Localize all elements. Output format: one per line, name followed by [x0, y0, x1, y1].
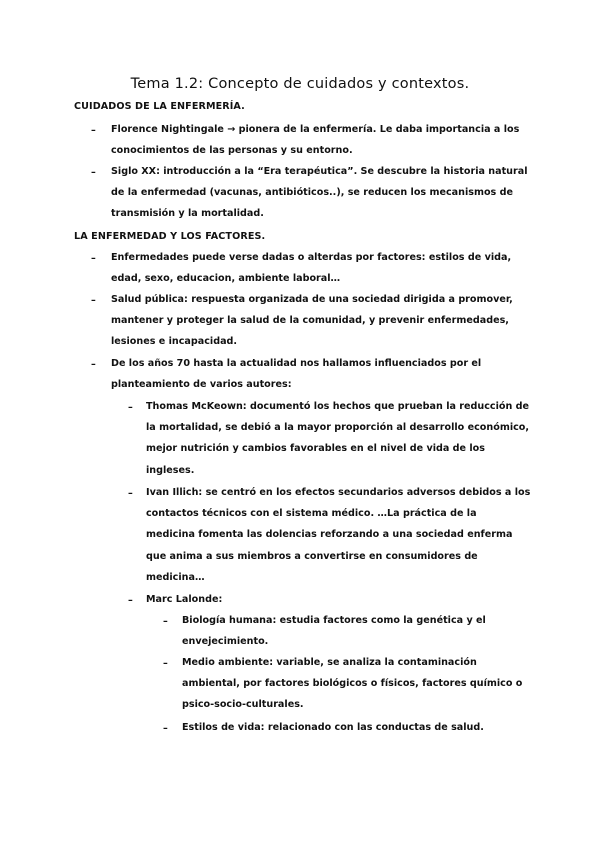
list-item: Florence Nightingale → pionera de la enfermería. Le daba importancia a los conocimientos de las personas y su entorno. — [111, 124, 520, 157]
list-item: Siglo XX: introducción a la “Era terapéutica”. Se descubre la historia natural de la enfermedad (vacunas, antibióticos..), se reducen los mecanismos de transmisión y la mortalidad. — [111, 166, 528, 220]
bullet-dash: – — [128, 595, 133, 606]
bullet-dash: – — [128, 402, 133, 413]
list-item: Salud pública: respuesta organizada de una sociedad dirigida a promover, mantener y proteger la salud de la comunidad, y prevenir enfermedades, lesiones e incapacidad. — [111, 294, 513, 348]
section-heading-cuidados: CUIDADOS DE LA ENFERMERÍA. — [74, 101, 245, 112]
bullet-dash: – — [128, 488, 133, 499]
bullet-dash: – — [91, 167, 96, 178]
list-item: Estilos de vida: relacionado con las conductas de salud. — [182, 722, 484, 733]
bullet-dash: – — [91, 295, 96, 306]
list-item: Enfermedades puede verse dadas o alterdas por factores: estilos de vida, edad, sexo, educacion, ambiente laboral… — [111, 252, 512, 285]
bullet-dash: – — [91, 359, 96, 370]
bullet-dash: – — [163, 658, 168, 669]
list-item: De los años 70 hasta la actualidad nos hallamos influenciados por el planteamiento de varios autores: — [111, 358, 482, 391]
list-item: Thomas McKeown: documentó los hechos que prueban la reducción de la mortalidad, se debió a la mayor proporción al desarrollo económico, mejor nutrición y cambios favorables en el nivel de vida de los ingleses. — [146, 401, 530, 476]
bullet-dash: – — [163, 723, 168, 734]
bullet-dash: – — [91, 253, 96, 264]
bullet-dash: – — [163, 616, 168, 627]
list-item: Medio ambiente: variable, se analiza la contaminación ambiental, por factores biológicos o físicos, factores químico o psico-socio-culturales. — [182, 657, 523, 711]
page-title: Tema 1.2: Concepto de cuidados y contextos. — [130, 76, 470, 92]
section-heading-enfermedad: LA ENFERMEDAD Y LOS FACTORES. — [74, 231, 266, 242]
list-item: Ivan Illich: se centró en los efectos secundarios adversos debidos a los contactos técnicos con el sistema médico. …La práctica de la medicina fomenta las dolencias reforzando a una sociedad enferma que anima a sus miembros a convertirse en consumidores de medicina… — [146, 487, 531, 583]
list-item: Marc Lalonde: — [146, 594, 223, 605]
list-item: Biología humana: estudia factores como la genética y el envejecimiento. — [182, 615, 486, 648]
bullet-dash: – — [91, 125, 96, 136]
